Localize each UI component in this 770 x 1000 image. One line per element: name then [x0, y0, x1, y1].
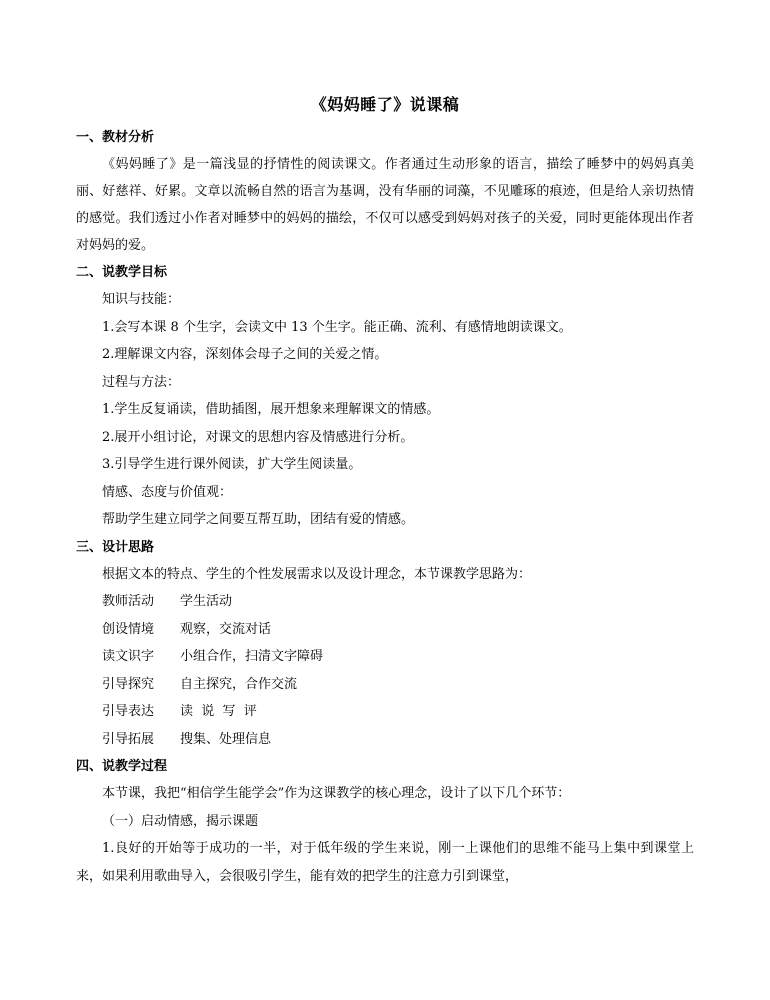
page-title: 《妈妈睡了》说课稿: [310, 95, 460, 114]
teacher-activity: 引导表达: [102, 704, 155, 719]
student-activity: 学生活动: [180, 594, 233, 609]
section-heading-4: 四、说教学过程: [76, 759, 168, 774]
section-heading-3: 三、设计思路: [76, 539, 155, 555]
design-row: [76, 588, 694, 616]
process-paragraph: 1.良好的开始等于成功的一半，对于低年级的学生来说，刚一上课他们的思维不能马上集中到课堂上来，如果利用歌曲导入，会很吸引学生，能有效的把学生的注意力引到课堂，: [76, 841, 694, 884]
document-body: [76, 124, 694, 890]
design-row: [76, 643, 694, 671]
design-row: [76, 671, 694, 699]
goal-line: 帮助学生建立同学之间要互帮互助，团结有爱的情感。: [102, 512, 415, 527]
student-activity: 观察，交流对话: [180, 621, 272, 637]
goal-line: 1.学生反复诵读，借助插图，展开想象来理解课文的情感。: [102, 402, 440, 417]
design-row: [76, 616, 694, 644]
student-activity: 搜集、处理信息: [180, 731, 272, 747]
section-heading-1: 一、教材分析: [76, 130, 155, 145]
process-subheading: （一）启动情感，揭示课题: [102, 813, 259, 829]
student-activity: 小组合作，扫清文字障碍: [180, 649, 324, 664]
goal-line: 3.引导学生进行课外阅读，扩大学生阅读量。: [102, 457, 362, 472]
teacher-activity: 读文识字: [102, 649, 155, 664]
teacher-activity: 引导探究: [102, 676, 155, 692]
goal-line: 2.理解课文内容，深刻体会母子之间的关爱之情。: [102, 347, 388, 362]
goal-line: 过程与方法：: [102, 374, 181, 390]
goal-line: 知识与技能：: [102, 292, 181, 307]
teacher-activity: 教师活动: [102, 594, 155, 609]
teacher-activity: 创设情境: [102, 621, 155, 637]
student-activity: 自主探究，合作交流: [180, 676, 298, 692]
goal-line: 1.会写本课 8 个生字，会读文中 13 个生字。能正确、流利、有感情地朗读课文。: [102, 319, 572, 335]
section-1-paragraph: 《妈妈睡了》是一篇浅显的抒情性的阅读课文。作者通过生动形象的语言，描绘了睡梦中的妈妈真美丽、好慈祥、好累。文章以流畅自然的语言为基调，没有华丽的词藻，不见雕琢的痕迹，但是给人亲切热情的感觉。我们透过小作者对睡梦中的妈妈的描绘，不仅可以感受到妈妈对孩子的关爱，同时更能体现出作者对妈妈的爱。: [76, 157, 694, 253]
process-intro: 本节课，我把“相信学生能学会”作为这课教学的核心理念，设计了以下几个环节：: [102, 786, 571, 801]
design-row: [76, 726, 694, 754]
design-intro: 根据文本的特点、学生的个性发展需求以及设计理念，本节课教学思路为：: [102, 566, 532, 582]
teacher-activity: 引导拓展: [102, 731, 155, 747]
design-row: [76, 698, 694, 726]
section-heading-2: 二、说教学目标: [76, 265, 168, 280]
goal-line: 情感、态度与价值观：: [102, 484, 233, 500]
goal-line: 2.展开小组讨论，对课文的思想内容及情感进行分析。: [102, 429, 414, 445]
student-activity: 读 说 写 评: [180, 704, 257, 719]
